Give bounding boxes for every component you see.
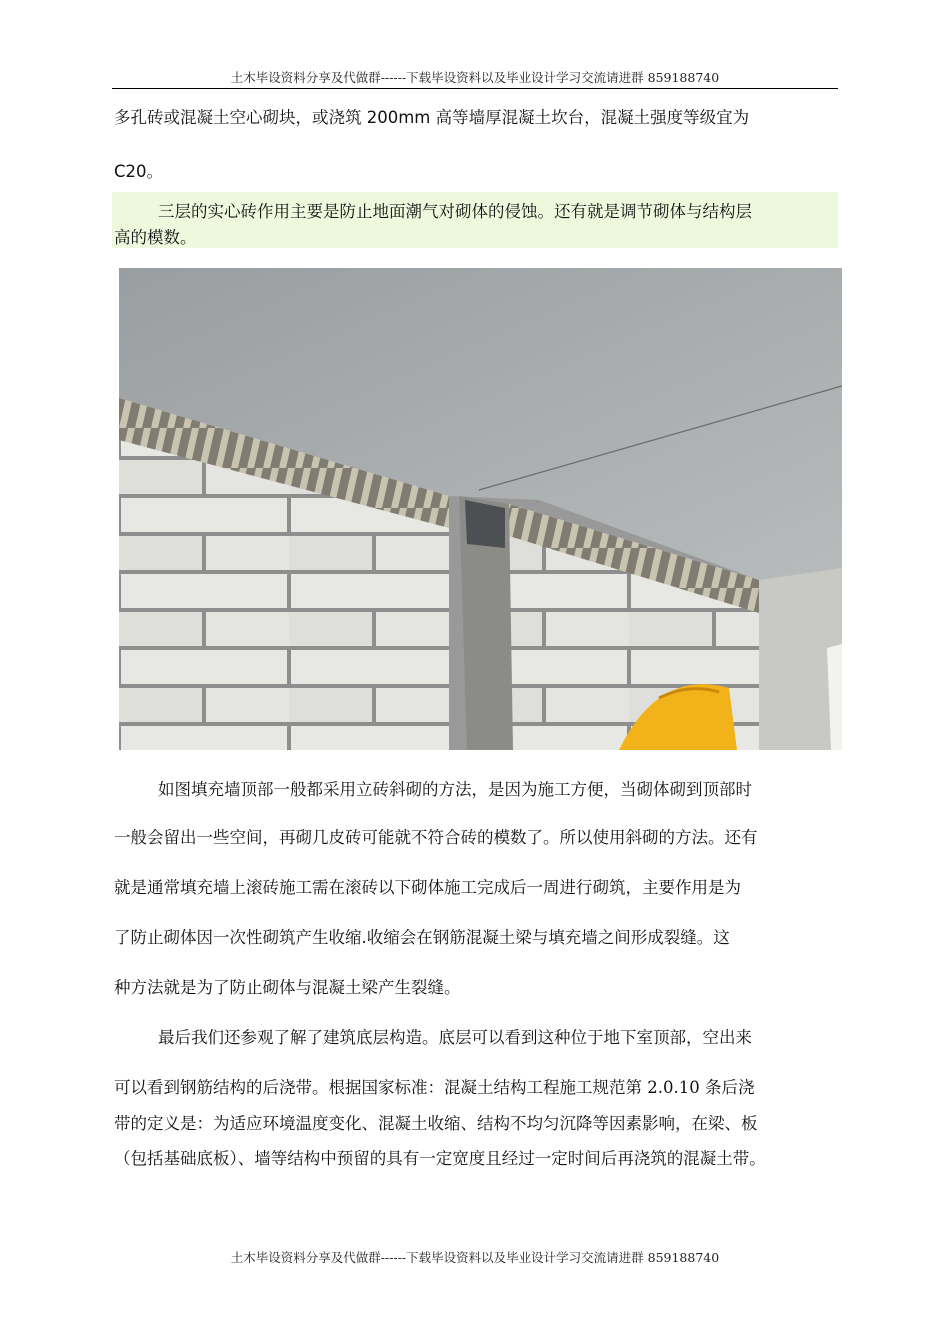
paragraph-line (114, 1074, 840, 1098)
highlight-line: 三层的实心砖作用主要是防止地面潮气对砌体的侵蚀。还有就是调节砌体与结构层 (158, 202, 752, 221)
paragraph-line: C20。 (114, 162, 164, 181)
paragraph-line: 带的定义是：为适应环境温度变化、混凝土收缩、结构不均匀沉降等因素影响，在梁、板 (114, 1114, 758, 1133)
page-footer: 土木毕设资料分享及代做群------下载毕设资料以及毕业设计学习交流请进群 859188740 (230, 1250, 720, 1265)
highlight-line: 高的模数。 (114, 228, 197, 247)
paragraph-line-part: 可以看到钢筋结构的后浇带。 (114, 1078, 329, 1097)
construction-photo (119, 268, 842, 750)
page-header: 土木毕设资料分享及代做群------下载毕设资料以及毕业设计学习交流请进群 859188740 (230, 70, 720, 85)
paragraph-line: 如图填充墙顶部一般都采用立砖斜砌的方法，是因为施工方便，当砌体砌到顶部时 (158, 780, 752, 799)
paragraph-line-part: 根据国家标准：混凝土结构工程施工规范第 2.0.10 条后浇 (328, 1078, 755, 1097)
header-rule (112, 88, 838, 89)
paragraph-line: 种方法就是为了防止砌体与混凝土梁产生裂缝。 (114, 978, 461, 997)
paragraph-line: 就是通常填充墙上滚砖施工需在滚砖以下砌体施工完成后一周进行砌筑，主要作用是为 (114, 878, 741, 897)
paragraph-line: （包括基础底板）、墙等结构中预留的具有一定宽度且经过一定时间后再浇筑的混凝土带。 (114, 1149, 766, 1168)
paragraph-line: 了防止砌体因一次性砌筑产生收缩.收缩会在钢筋混凝土梁与填充墙之间形成裂缝。这 (114, 928, 730, 947)
paragraph-line: 一般会留出一些空间，再砌几皮砖可能就不符合砖的模数了。所以使用斜砌的方法。还有 (114, 828, 758, 847)
paragraph-line: 多孔砖或混凝土空心砌块，或浇筑 200mm 高等墙厚混凝土坎台，混凝土强度等级宜为 (114, 108, 750, 127)
paragraph-line: 最后我们还参观了解了建筑底层构造。底层可以看到这种位于地下室顶部，空出来 (158, 1028, 752, 1047)
